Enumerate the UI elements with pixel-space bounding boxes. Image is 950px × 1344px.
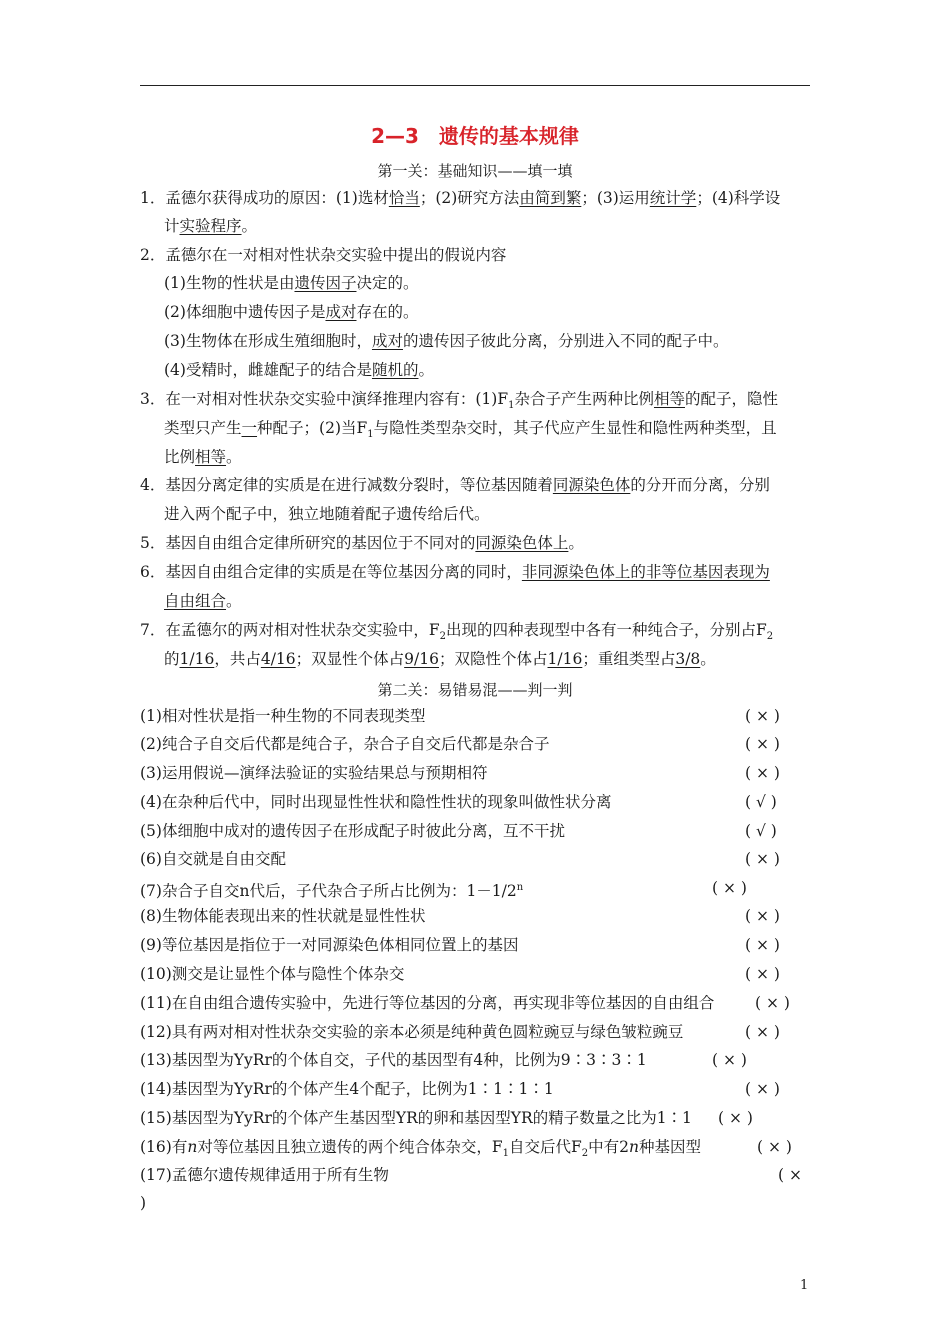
- judge-mark-4: ( √ ): [745, 793, 777, 811]
- section-title-basics: 第一关：基础知识——填一填: [377, 162, 573, 180]
- question-3-line-1: 3．在一对相对性状杂交实验中演绎推理内容有：$(1)F_1$杂合子产生两种比例相等的配子，隐性: [140, 390, 778, 412]
- top-rule: [140, 85, 810, 86]
- judge-item-12: (12)具有两对相对性状杂交实验的亲本必须是纯种黄色圆粒豌豆与绿色皱粒豌豆: [140, 1023, 684, 1041]
- judge-item-14: (14)基因型为YyRr的个体产生4个配子，比例为1∶1∶1∶1: [140, 1080, 554, 1098]
- judge-item-3: (3)运用假说—演绎法验证的实验结果总与预期相符: [140, 764, 488, 782]
- judge-item-11: (11)在自由组合遗传实验中，先进行等位基因的分离，再实现非等位基因的自由组合: [140, 994, 715, 1012]
- question-2-item-4: (4)受精时，雌雄配子的结合是随机的。: [164, 361, 434, 379]
- judge-item-15: (15)基因型为YyRr的个体产生基因型YR的卵和基因型YR的精子数量之比为1∶1: [140, 1109, 692, 1127]
- question-6-line-1: 6．基因自由组合定律的实质是在等位基因分离的同时，非同源染色体上的非等位基因表现为: [140, 563, 770, 581]
- judge-item-8: (8)生物体能表现出来的性状就是显性性状: [140, 907, 426, 925]
- judge-item-7: (7)杂合子自交n代后，子代杂合子所占比例为：$1-1/2^n$: [140, 882, 524, 901]
- question-2-item-2: (2)体细胞中遗传因子是成对存在的。: [164, 303, 419, 321]
- judge-mark-7: ( × ): [712, 879, 747, 897]
- question-6-line-2: 自由组合。: [164, 592, 242, 610]
- judge-mark-5: ( √ ): [745, 822, 777, 840]
- question-3-line-3: 比例相等。: [164, 448, 242, 466]
- judge-mark-10: ( × ): [745, 965, 780, 983]
- judge-mark-1: ( × ): [745, 707, 780, 725]
- judge-mark-11: ( × ): [755, 994, 790, 1012]
- judge-mark-14: ( × ): [745, 1080, 780, 1098]
- judge-mark-12: ( × ): [745, 1023, 780, 1041]
- judge-item-2: (2)纯合子自交后代都是纯合子，杂合子自交后代都是杂合子: [140, 735, 550, 753]
- page-title: 2—3 遗传的基本规律: [371, 124, 579, 148]
- question-1-line-1: 1．孟德尔获得成功的原因：(1)选材恰当；(2)研究方法由简到繁；(3)运用统计学；(4)科学设: [140, 189, 781, 207]
- question-3-line-2: 类型只产生一种配子；(2)当$F_1$与隐性类型杂交时，其子代应产生显性和隐性两种类型，且: [164, 419, 777, 441]
- judge-mark-8: ( × ): [745, 907, 780, 925]
- section-title-judge: 第二关：易错易混——判一判: [377, 681, 573, 699]
- judge-mark-2: ( × ): [745, 735, 780, 753]
- judge-item-1: (1)相对性状是指一种生物的不同表现类型: [140, 707, 426, 725]
- page-number: 1: [800, 1278, 809, 1293]
- judge-item-16: (16)有n对等位基因且独立遗传的两个纯合体杂交，$F_1$自交后代$F_2$中有2n种基因型: [140, 1138, 701, 1160]
- judge-item-6: (6)自交就是自由交配: [140, 850, 286, 868]
- judge-mark-17: ( ×: [778, 1166, 802, 1184]
- question-2-item-1: (1)生物的性状是由遗传因子决定的。: [164, 274, 419, 292]
- question-2-head: 2．孟德尔在一对相对性状杂交实验中提出的假说内容: [140, 246, 507, 264]
- question-4-line-1: 4．基因分离定律的实质是在进行减数分裂时，等位基因随着同源染色体的分开而分离，分别: [140, 476, 770, 494]
- question-4-line-2: 进入两个配子中，独立地随着配子遗传给后代。: [164, 505, 490, 523]
- question-2-item-3: (3)生物体在形成生殖细胞时，成对的遗传因子彼此分离，分别进入不同的配子中。: [164, 332, 729, 350]
- judge-mark-6: ( × ): [745, 850, 780, 868]
- judge-mark-15: ( × ): [718, 1109, 753, 1127]
- question-7-line-2: 的1/16，共占4/16；双显性个体占9/16；双隐性个体占1/16；重组类型占3/8。: [164, 650, 716, 668]
- judge-mark-16: ( × ): [757, 1138, 792, 1156]
- question-7-line-1: 7．在孟德尔的两对相对性状杂交实验中，$F_2$出现的四种表现型中各有一种纯合子，分别占$F_2$: [140, 621, 774, 643]
- question-1-line-2: 计实验程序。: [164, 217, 258, 235]
- judge-item-10: (10)测交是让显性个体与隐性个体杂交: [140, 965, 405, 983]
- judge-item-17: (17)孟德尔遗传规律适用于所有生物: [140, 1166, 389, 1184]
- question-5: 5．基因自由组合定律所研究的基因位于不同对的同源染色体上。: [140, 534, 584, 552]
- judge-mark-3: ( × ): [745, 764, 780, 782]
- judge-mark-17-close: ): [140, 1194, 147, 1212]
- judge-item-9: (9)等位基因是指位于一对同源染色体相同位置上的基因: [140, 936, 519, 954]
- judge-item-13: (13)基因型为YyRr的个体自交，子代的基因型有4种，比例为9∶3∶3∶1: [140, 1051, 647, 1069]
- judge-item-4: (4)在杂种后代中，同时出现显性性状和隐性性状的现象叫做性状分离: [140, 793, 612, 811]
- judge-mark-13: ( × ): [712, 1051, 747, 1069]
- judge-mark-9: ( × ): [745, 936, 780, 954]
- judge-item-5: (5)体细胞中成对的遗传因子在形成配子时彼此分离，互不干扰: [140, 822, 565, 840]
